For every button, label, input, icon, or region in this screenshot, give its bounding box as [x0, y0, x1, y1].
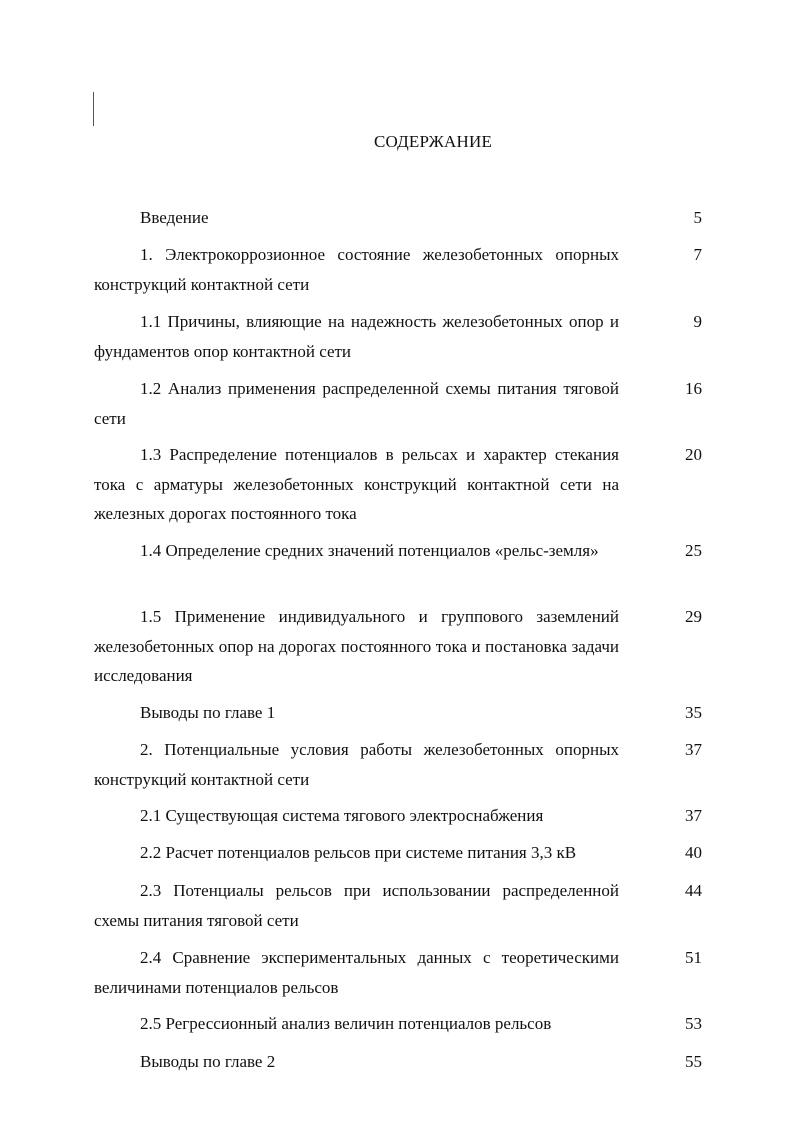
toc-entry-text: 2.3 Потенциалы рельсов при использовании распределенной схемы питания тяговой сети — [94, 881, 619, 930]
toc-entry-text: 1.1 Причины, влияющие на надежность железобетонных опор и фундаментов опор контактной сети — [94, 312, 619, 361]
toc-entry-text: 2.2 Расчет потенциалов рельсов при системе питания 3,3 кВ — [140, 843, 577, 862]
toc-entry-text: Выводы по главе 1 — [140, 703, 276, 722]
toc-entry-page: 40 — [685, 843, 702, 862]
toc-entry-page: 16 — [685, 379, 702, 398]
toc-entry-text: 2.4 Сравнение экспериментальных данных с теоретическими величинами потенциалов рельсов — [94, 948, 619, 997]
toc-entry-page: 51 — [685, 948, 702, 967]
toc-entry-text: 1.3 Распределение потенциалов в рельсах и характер стекания тока с арматуры железобетонных конструкций контактной сети на железных дорогах постоянного тока — [94, 445, 619, 523]
toc-entry-page: 20 — [685, 445, 702, 464]
toc-entry-section-1-3 — [94, 440, 704, 529]
toc-entry-page: 9 — [693, 312, 702, 331]
toc-entry-section-1-1 — [94, 307, 704, 366]
toc-entry-section-2-2 — [94, 838, 704, 868]
table-of-contents — [94, 0, 714, 1122]
toc-entry-page: 7 — [693, 245, 702, 264]
page-title: СОДЕРЖАНИЕ — [373, 132, 493, 151]
toc-entry-page: 37 — [685, 806, 702, 825]
toc-entry-conclusions-2 — [94, 1047, 704, 1077]
toc-entry-chapter-2 — [94, 735, 704, 794]
toc-entry-section-1-4 — [94, 536, 704, 566]
toc-entry-text: 1.4 Определение средних значений потенциалов «рельс-земля» — [140, 541, 599, 560]
toc-entry-page: 55 — [685, 1052, 702, 1071]
toc-entry-chapter-1 — [94, 240, 704, 299]
toc-entry-section-2-4 — [94, 943, 704, 1002]
toc-entry-page: 25 — [685, 541, 702, 560]
toc-entry-page: 35 — [685, 703, 702, 722]
toc-entry-page: 29 — [685, 607, 702, 626]
toc-entry-text: 1.5 Применение индивидуального и группового заземлений железобетонных опор на дорогах постоянного тока и постановка задачи исследования — [94, 607, 619, 685]
toc-entry-page: 44 — [685, 881, 702, 900]
toc-entry-section-1-5 — [94, 602, 704, 691]
toc-entry-page: 53 — [685, 1014, 702, 1033]
toc-entry-text: 1.2 Анализ применения распределенной схемы питания тяговой сети — [94, 379, 619, 428]
toc-entry-text: 2.1 Существующая система тягового электроснабжения — [140, 806, 544, 825]
toc-entry-page: 37 — [685, 740, 702, 759]
toc-entry-introduction — [94, 203, 704, 233]
toc-entry-text: 2. Потенциальные условия работы железобетонных опорных конструкций контактной сети — [94, 740, 619, 789]
toc-entry-section-2-5 — [94, 1009, 704, 1039]
toc-entry-page: 5 — [693, 208, 702, 227]
toc-entry-section-2-3 — [94, 876, 704, 935]
toc-entry-text: 2.5 Регрессионный анализ величин потенциалов рельсов — [140, 1014, 552, 1033]
toc-entry-section-1-2 — [94, 374, 704, 433]
toc-entry-conclusions-1 — [94, 698, 704, 728]
toc-entry-text: Выводы по главе 2 — [140, 1052, 276, 1071]
toc-entry-section-2-1 — [94, 801, 704, 831]
toc-entry-text: Введение — [140, 208, 209, 227]
toc-entry-text: 1. Электрокоррозионное состояние железобетонных опорных конструкций контактной сети — [94, 245, 619, 294]
